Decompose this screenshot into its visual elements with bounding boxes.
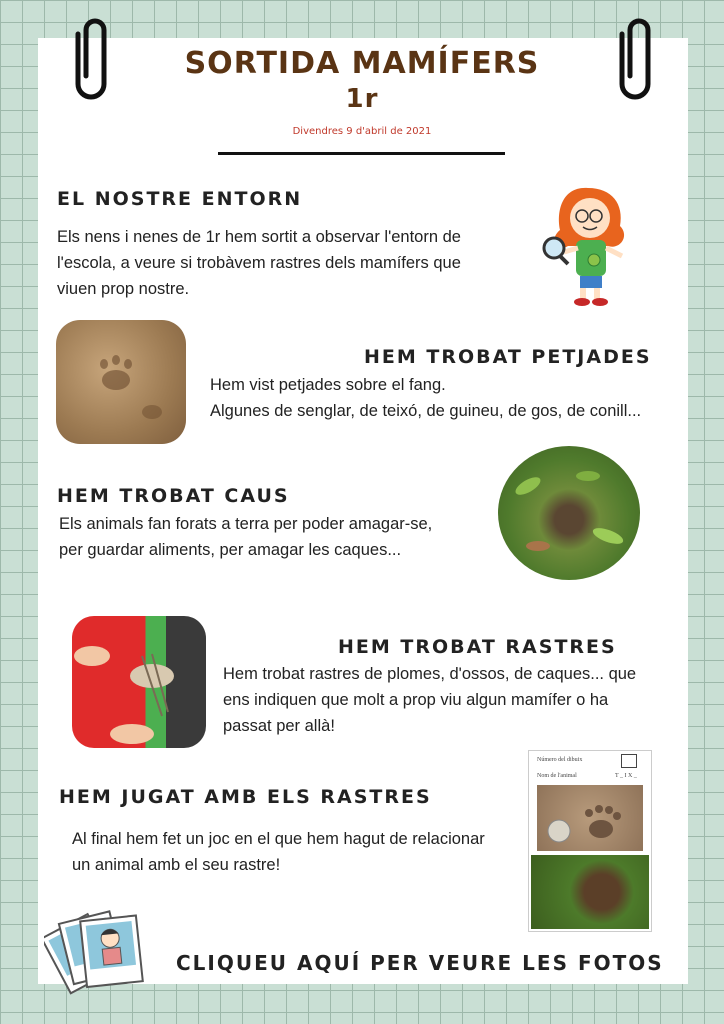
text-line: Hem vist petjades sobre el fang. <box>210 376 446 394</box>
worksheet-name-label: Nom de l'animal <box>537 773 577 779</box>
text-line: Els animals fan forats a terra per poder amagar-se, <box>59 515 433 533</box>
text-line: l'escola, a veure si trobàvem rastres dels mamífers que <box>57 254 461 272</box>
worksheet-footprint-image <box>537 785 643 851</box>
worksheet-droppings-image <box>531 855 649 929</box>
text-line: passat per allà! <box>223 717 335 735</box>
text-line: Els nens i nenes de 1r hem sortit a observar l'entorn de <box>57 228 461 246</box>
text-line: un animal amb el seu rastre! <box>72 856 281 874</box>
burrow-photo <box>498 446 640 580</box>
text-line: Hem trobat rastres de plomes, d'ossos, de caques... que <box>223 665 637 683</box>
text-line: Algunes de senglar, de teixó, de guineu, de gos, de conill... <box>210 402 642 420</box>
text-line: viuen prop nostre. <box>57 280 190 298</box>
worksheet-photo <box>528 750 652 932</box>
text-entorn <box>57 224 517 302</box>
worksheet-number-label: Número del dibuix <box>537 757 583 763</box>
worksheet-answer-hint: T _ I X _ <box>615 773 637 779</box>
footprints-photo <box>56 320 186 444</box>
heading-caus: HEM TROBAT CAUS <box>57 485 290 507</box>
text-rastres <box>223 661 693 739</box>
worksheet-number-box <box>621 754 637 768</box>
text-line: per guardar aliments, per amagar les caques... <box>59 541 402 559</box>
photos-stack-icon <box>44 896 152 1006</box>
text-petjades <box>210 372 700 424</box>
traces-hands <box>72 616 206 748</box>
heading-entorn: EL NOSTRE ENTORN <box>57 188 303 210</box>
girl-magnifier-illustration <box>538 180 650 308</box>
heading-joc: HEM JUGAT AMB ELS RASTRES <box>59 786 432 808</box>
heading-rastres: HEM TROBAT RASTRES <box>338 636 617 658</box>
text-caus <box>59 511 499 563</box>
traces-photo <box>72 616 206 748</box>
see-photos-link[interactable]: CLIQUEU AQUÍ PER VEURE LES FOTOS <box>176 951 664 975</box>
date-label: Divendres 9 d'abril de 2021 <box>292 126 432 137</box>
title-divider <box>218 152 505 155</box>
worksheet-coin-and-print <box>537 785 643 851</box>
footprint-marks <box>56 320 186 444</box>
heading-petjades: HEM TROBAT PETJADES <box>364 346 652 368</box>
page-title: SORTIDA MAMÍFERS <box>184 46 540 81</box>
text-line: ens indiquen que molt a prop viu algun mamífer o ha <box>223 691 609 709</box>
page-subtitle-grade: 1r <box>345 84 379 114</box>
text-joc <box>72 826 522 878</box>
text-line: Al final hem fet un joc en el que hem hagut de relacionar <box>72 830 485 848</box>
burrow-leaves <box>498 446 640 580</box>
